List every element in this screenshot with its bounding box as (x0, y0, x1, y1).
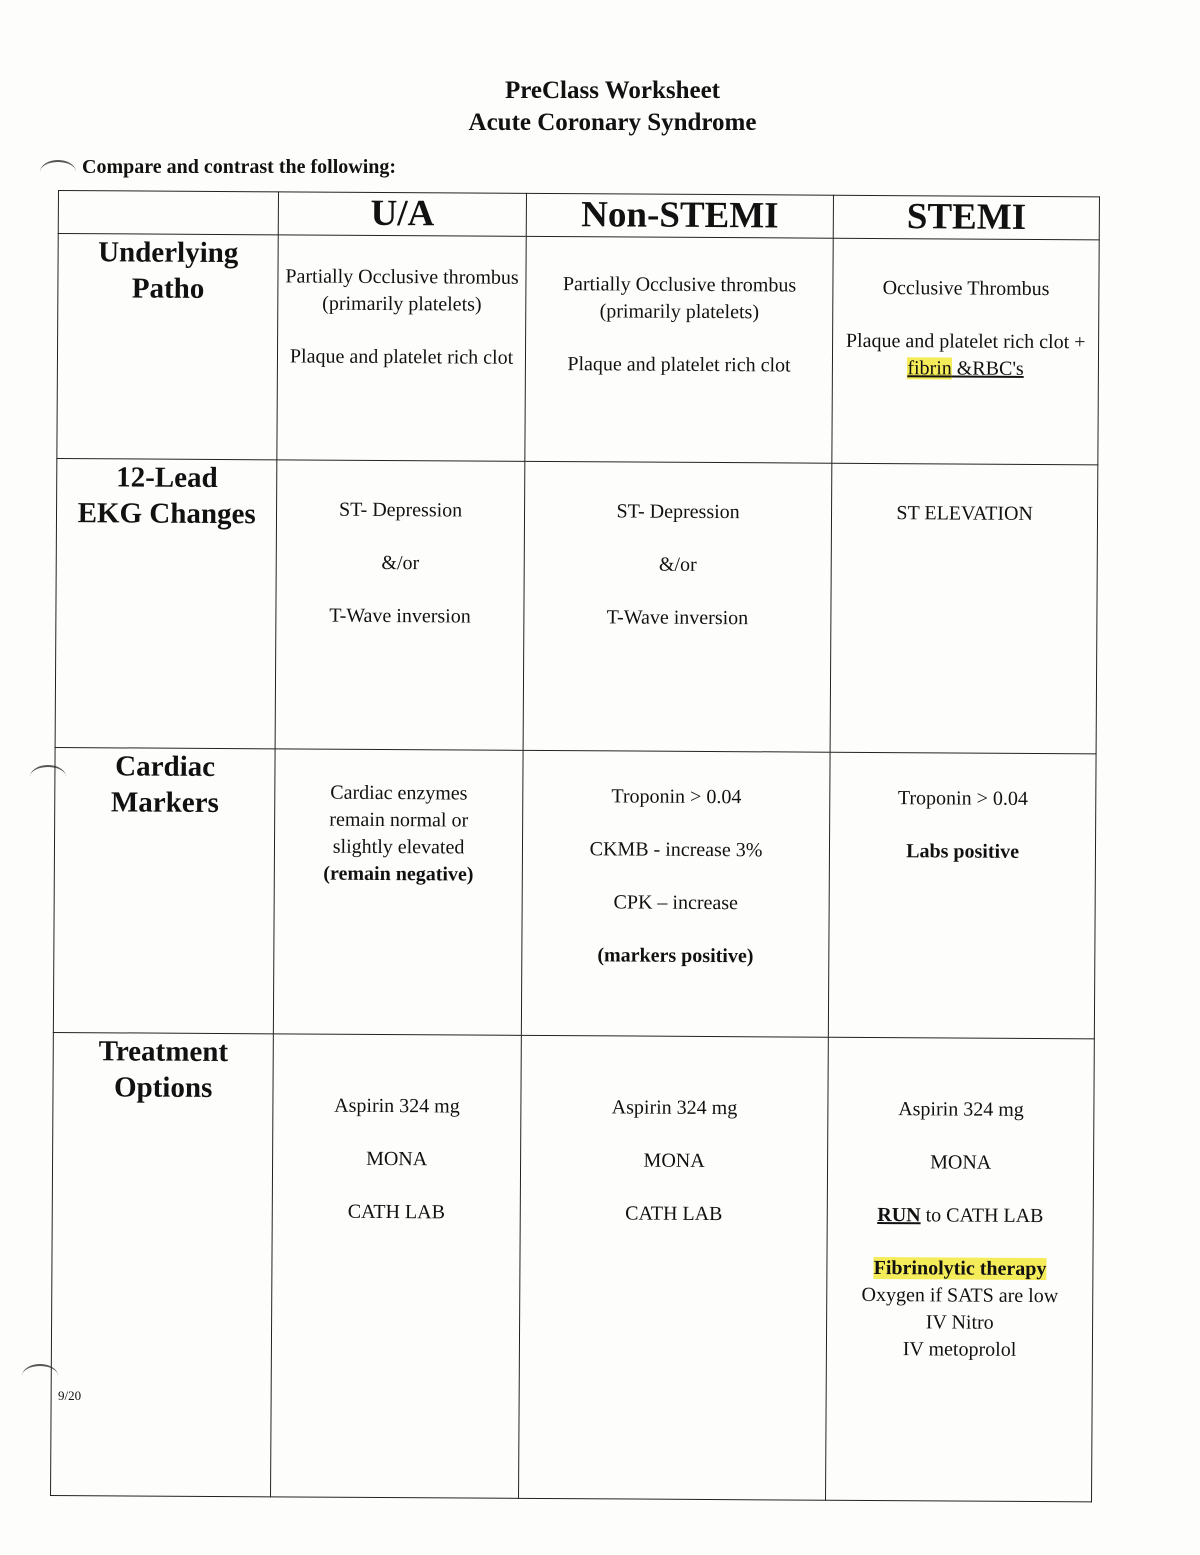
cell-text: T-Wave inversion (606, 606, 749, 630)
cell-text: Troponin > 0.04 (897, 787, 1028, 810)
cell-text: Labs positive (906, 840, 1020, 863)
cell-ekg-stemi (830, 463, 1098, 754)
row-label: Underlying (98, 236, 239, 270)
cell-text: Aspirin 324 mg (611, 1096, 738, 1120)
cell-text: CATH LAB (625, 1202, 723, 1226)
cell-treatment-stemi (826, 1037, 1095, 1502)
cell-markers-stemi (829, 752, 1096, 1039)
cell-text: &/or (381, 551, 420, 575)
binder-hole-mark (40, 160, 76, 184)
cell-markers-ua (274, 749, 523, 1036)
column-header-stemi: STEMI (833, 195, 1099, 240)
row-label: Treatment (98, 1035, 229, 1069)
cell-text: CATH LAB (347, 1200, 446, 1224)
column-header-nstemi: Non-STEMI (526, 193, 834, 238)
column-header-ua: U/A (279, 192, 527, 237)
cell-text: Occlusive Thrombus (882, 277, 1050, 301)
row-header-treatment (51, 1032, 274, 1496)
cell-text: Aspirin 324 mg (334, 1094, 460, 1118)
row-header-markers (53, 747, 275, 1033)
cell-text: Oxygen if SATS are low (861, 1283, 1059, 1308)
cell-text: Plaque and platelet rich clot (567, 353, 791, 377)
row-label: 12-Lead (116, 461, 218, 494)
cell-text: RUN to CATH LAB (877, 1204, 1044, 1228)
cell-text: CKMB - increase 3% (589, 838, 763, 862)
cell-text: remain normal or (329, 808, 469, 832)
worksheet-title: PreClass Worksheet (504, 77, 721, 104)
cell-ekg-nstemi (523, 461, 832, 752)
table-row (55, 458, 1098, 753)
cell-text: IV metoprolol (902, 1338, 1017, 1361)
cell-text: Troponin > 0.04 (611, 785, 742, 809)
cell-text (828, 1255, 1093, 1284)
cell-text: Plaque and platelet rich clot + fibrin &RBC's (845, 329, 1086, 380)
cell-text: Aspirin 324 mg (898, 1098, 1024, 1121)
highlighted-term: fibrin (907, 357, 952, 380)
row-label: EKG Changes (77, 497, 256, 531)
cell-text: slightly elevated (332, 835, 465, 859)
cell-text: MONA (366, 1147, 428, 1171)
row-label: Markers (110, 786, 219, 819)
cell-text: ST ELEVATION (896, 502, 1033, 525)
cell-markers-nstemi (521, 750, 830, 1037)
cell-text: Plaque and platelet rich clot (289, 345, 514, 369)
table-header-row (58, 191, 1099, 240)
instruction-text: Compare and contrast the following: (82, 156, 397, 178)
cell-text: T-Wave inversion (329, 604, 471, 628)
cell-treatment-nstemi (518, 1035, 828, 1500)
table-row (57, 234, 1099, 465)
row-header-patho (57, 234, 279, 460)
cell-text: Cardiac enzymes (330, 781, 468, 805)
cell-text: IV Nitro (925, 1311, 994, 1334)
cell-text: MONA (643, 1149, 705, 1172)
comparison-table (50, 190, 1100, 1502)
cell-text: &/or (658, 553, 697, 576)
row-label: Options (113, 1071, 213, 1104)
row-header-ekg (55, 458, 277, 748)
page-number: 9/20 (58, 1388, 82, 1403)
cell-text: CPK – increase (613, 891, 739, 915)
cell-text: (markers positive) (597, 944, 754, 968)
cell-text: MONA (930, 1151, 992, 1174)
cell-text: ST- Depression (339, 498, 463, 522)
row-label: Patho (131, 272, 205, 305)
row-label: Cardiac (115, 750, 216, 783)
table-row (53, 747, 1096, 1038)
cell-text: Partially Occlusive thrombus (primarily platelets) (285, 265, 519, 316)
cell-patho-ua (277, 235, 526, 462)
cell-patho-nstemi (525, 236, 834, 463)
cell-patho-stemi (832, 238, 1099, 465)
cell-text: (remain negative) (323, 862, 474, 886)
cell-treatment-ua (271, 1034, 521, 1499)
cell-ekg-ua (275, 460, 524, 751)
cell-text: ST- Depression (616, 500, 740, 524)
table-row (51, 1032, 1095, 1501)
highlighted-term: Fibrinolytic therapy (873, 1257, 1047, 1281)
empty-corner-cell (58, 191, 279, 235)
cell-text: Partially Occlusive thrombus (primarily platelets) (562, 273, 797, 324)
worksheet-subtitle: Acute Coronary Syndrome (468, 109, 757, 136)
